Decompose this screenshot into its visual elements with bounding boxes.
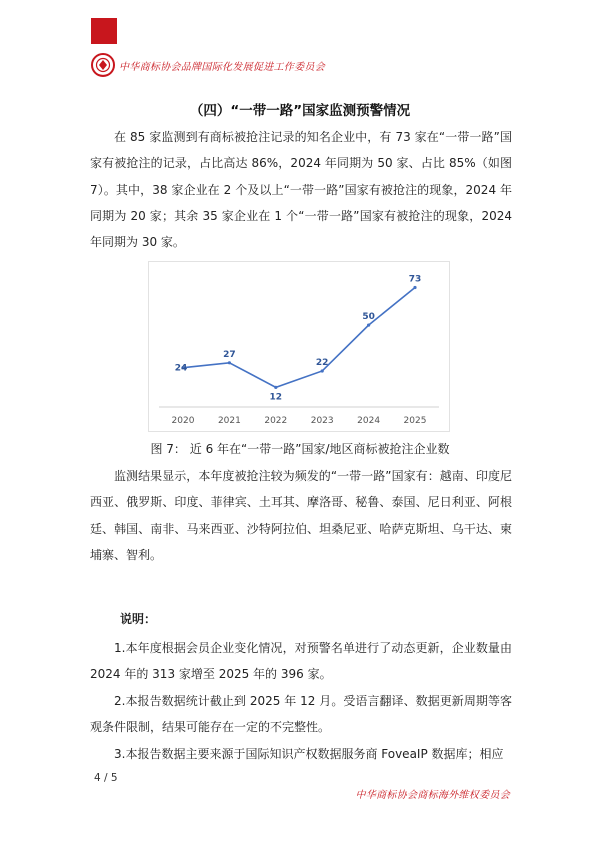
data-point bbox=[367, 324, 370, 327]
x-tick-label: 2022 bbox=[264, 416, 288, 426]
page-number: 4 / 5 bbox=[94, 772, 118, 784]
results-paragraph: 监测结果显示，本年度被抢注较为频发的“一带一路”国家有：越南、印度尼西亚、俄罗斯、印度、菲律宾、土耳其、摩洛哥、秘鲁、泰国、尼日利亚、阿根廷、韩国、南非、马来西亚、沙特阿拉伯、坦桑尼亚、哈萨克斯坦、乌干达、柬埔寨、智利。 bbox=[90, 469, 512, 562]
section-title: （四）“一带一路”国家监测预警情况 bbox=[189, 103, 411, 119]
trend-chart bbox=[148, 261, 450, 432]
data-label: 24 bbox=[174, 363, 188, 374]
figure-caption: 图 7： 近 6 年在“一带一路”国家/地区商标被抢注企业数 bbox=[150, 442, 450, 456]
data-label: 12 bbox=[269, 392, 283, 403]
notes-heading: 说明： bbox=[120, 612, 157, 626]
data-point bbox=[321, 369, 324, 372]
x-tick-label: 2020 bbox=[171, 416, 195, 426]
association-emblem-icon bbox=[90, 52, 116, 78]
data-point bbox=[228, 361, 231, 364]
data-label: 73 bbox=[408, 274, 422, 285]
note-item-1: 1.本年度根据会员企业变化情况，对预警名单进行了动态更新，企业数量由 2024 年的 313 家增至 2025 年的 396 家。 bbox=[90, 641, 512, 682]
x-tick-label: 2023 bbox=[310, 416, 334, 426]
series-line bbox=[183, 287, 415, 387]
data-label: 27 bbox=[223, 349, 236, 360]
x-tick-label: 2021 bbox=[217, 416, 241, 426]
header-org-name: 中华商标协会品牌国际化发展促进工作委员会 bbox=[119, 62, 325, 73]
note-item-2: 2.本报告数据统计截止到 2025 年 12 月。受语言翻译、数据更新周期等客观条件限制，结果可能存在一定的不完整性。 bbox=[90, 694, 512, 735]
data-point bbox=[274, 386, 277, 389]
logo-red-square bbox=[91, 18, 117, 44]
x-tick-label: 2025 bbox=[403, 416, 427, 426]
x-tick-label: 2024 bbox=[357, 416, 381, 426]
line-chart-svg bbox=[149, 262, 449, 431]
intro-paragraph: 在 85 家监测到有商标被抢注记录的知名企业中，有 73 家在“一带一路”国家有被抢注的记录，占比高达 86%，2024 年同期为 50 家、占比 85%（如图 7）。其中，38 家企业在 2 个及以上“一带一路”国家有被抢注的现象，2024 年同期为 20 家；其余 35 家企业在 1 个“一带一路”国家有被抢注的现象，2024 年同期为 30 家。 bbox=[90, 130, 512, 250]
data-point bbox=[413, 286, 416, 289]
footer-org-name: 中华商标协会商标海外维权委员会 bbox=[355, 790, 510, 801]
data-label: 22 bbox=[315, 357, 329, 368]
note-item-3: 3.本报告数据主要来源于国际知识产权数据服务商 FoveaIP 数据库；相应 bbox=[114, 747, 504, 761]
data-label: 50 bbox=[362, 312, 375, 323]
